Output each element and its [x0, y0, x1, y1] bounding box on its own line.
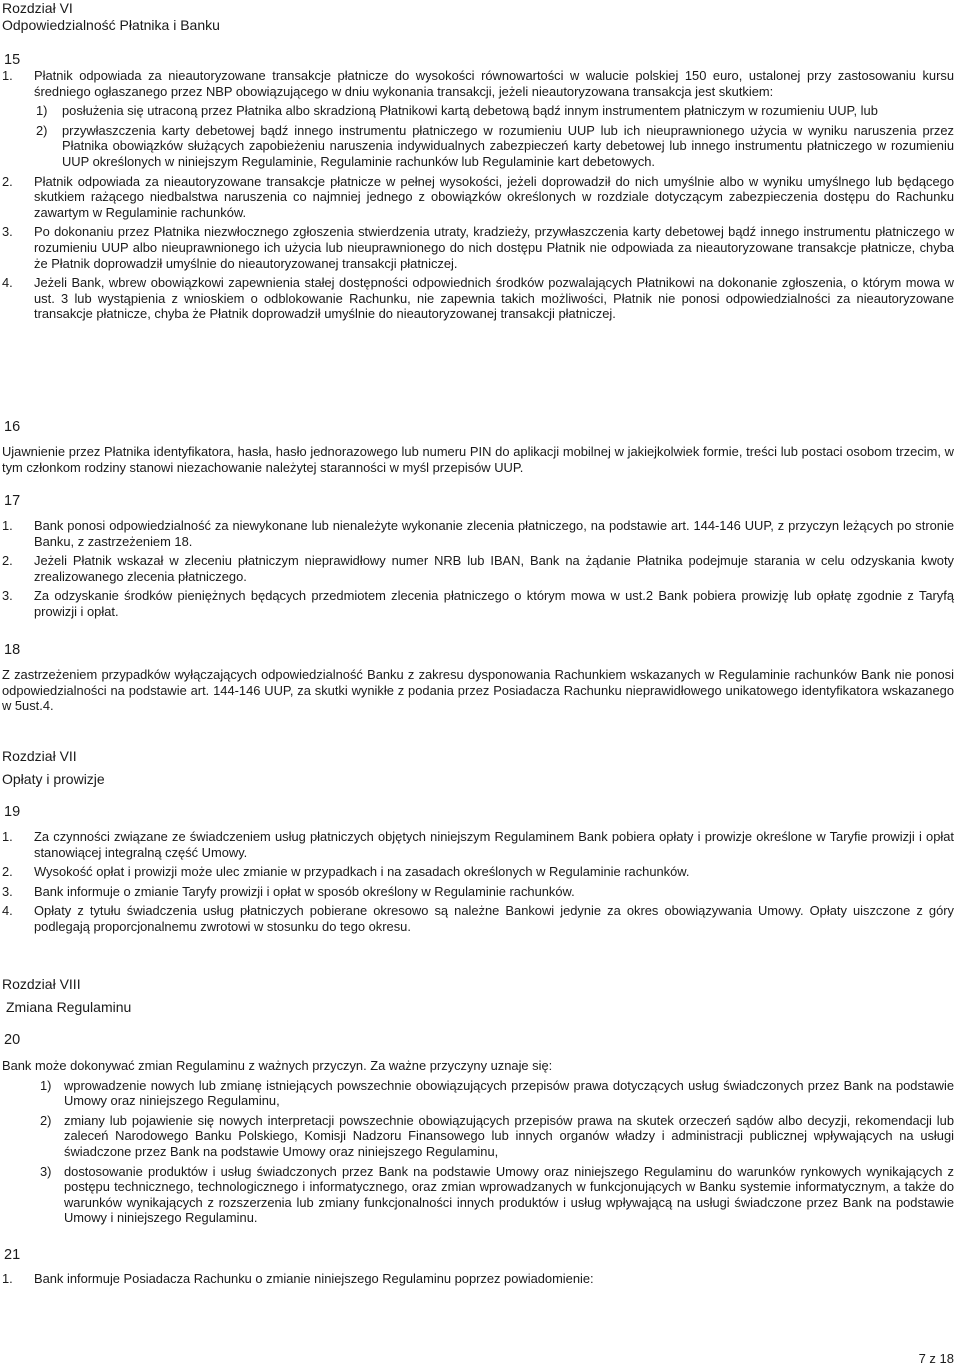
- list-item: 3. Za odzyskanie środków pieniężnych będących przedmiotem zlecenia płatniczego o którym mowa w ust.2 Bank pobiera prowizję lub opłatę zgodnie z Taryfą prowizji i opłat.: [2, 588, 954, 619]
- list-item: 3) dostosowanie produktów i usług świadczonych przez Bank na podstawie Umowy oraz niniejszego Regulaminu do warunków rynkowych wynikających z postępu technicznego, technologicznego i informatycznego, oraz zmian wprowadzanych w funkcjonujących w Banku systemie informatycznym, a także do warunków wynikających z rozszerzenia lub zmiany funkcjonalności innych produktów i usług wpływającą na usługi świadczone przez Bank na podstawie Umowy i niniejszego Regulaminu.: [40, 1163, 954, 1226]
- section-intro: Bank może dokonywać zmian Regulaminu z ważnych przyczyn. Za ważne przyczyny uznaje się:: [2, 1058, 553, 1073]
- section-mark-19: 19: [4, 804, 21, 820]
- chapter-6-heading: [2, 0, 954, 34]
- chapter-7-heading: [2, 748, 954, 788]
- list-item: 2) zmiany lub pojawienie się nowych interpretacji powszechnie obowiązujących przepisów prawa na skutek orzeczeń sądów albo decyzji, rekomendacji lub zaleceń Narodowego Banku Polskiego, Komisji Nadzoru Finansowego lub innych organów władzy i administracji publicznej wpływających na usługi świadczone przez Bank na podstawie Umowy oraz niniejszego Regulaminu,: [40, 1112, 954, 1159]
- chapter-8-heading: [2, 976, 954, 1016]
- section-mark-18: 18: [4, 642, 21, 658]
- section-19-body: [2, 829, 954, 939]
- section-mark-21: 21: [4, 1247, 21, 1263]
- section-mark-20: 20: [4, 1032, 21, 1048]
- chapter-label: Rozdział VII: [2, 748, 77, 764]
- section-mark-16: 16: [4, 419, 21, 435]
- chapter-title: Odpowiedzialność Płatnika i Banku: [2, 17, 220, 33]
- page-number: 7 z 18: [918, 1351, 954, 1366]
- list-item: 1. Za czynności związane ze świadczeniem usług płatniczych objętych niniejszym Regulaminem Bank pobiera opłaty i prowizje określone w Taryfie prowizji i opłat stanowiącej integralną część Umowy.: [2, 829, 954, 860]
- list-item: 2) przywłaszczenia karty debetowej bądź innego instrumentu płatniczego w rozumieniu UUP lub ich nieuprawnionego użycia w wyniku naruszenia przez Płatnika obowiązków służących zapobieżeniu naruszenia indywidualnych zabezpieczeń karty debetowej lub innego instrumentu płatniczego w rozumieniu UUP określonych w niniejszym Regulaminie, Regulaminie rachunków lub Regulaminie kart debetowych.: [36, 122, 954, 169]
- list-item: 4. Opłaty z tytułu świadczenia usług płatniczych pobierane okresowo są należne Bankowi jedynie za okres obowiązywania Umowy. Opłaty uiszczone z góry podlegają proporcjonalnemu zwrotowi w stosunku do tego okresu.: [2, 903, 954, 934]
- section-16-body: Ujawnienie przez Płatnika identyfikatora, hasła, hasło jednorazowego lub numeru PIN do aplikacji mobilnej w jakiejkolwiek formie, treści lub postaci osobom trzecim, w tym członkom rodziny stanowi niezachowanie należytej staranności w myśl przepisów UUP.: [2, 444, 954, 475]
- section-mark-17: 17: [4, 493, 21, 509]
- list-item: 1. Bank informuje Posiadacza Rachunku o zmianie niniejszego Regulaminu poprzez powiadomienie:: [2, 1271, 594, 1286]
- chapter-label: Rozdział VIII: [2, 976, 81, 992]
- section-21-body: [2, 1271, 954, 1291]
- chapter-title: Opłaty i prowizje: [2, 771, 105, 787]
- chapter-title: Zmiana Regulaminu: [6, 999, 132, 1015]
- list-item: 1) wprowadzenie nowych lub zmianę istniejących powszechnie obowiązujących przepisów prawa dotyczących usług świadczonych przez Bank na podstawie Umowy oraz niniejszego Regulaminu,: [40, 1077, 954, 1109]
- list-item: 2. Wysokość opłat i prowizji może ulec zmianie w przypadkach i na zasadach określonych w Regulaminie rachunków.: [2, 864, 690, 880]
- list-item: 2. Płatnik odpowiada za nieautoryzowane transakcje płatnicze w pełnej wysokości, jeżeli doprowadził do nich umyślnie albo w wyniku umyślnego lub będącego skutkiem rażącego niedbalstwa naruszenia co najmniej jednego z obowiązków określonych w rozdziale dotyczącym zabezpieczenia dostępu do Rachunku zawartym w Regulaminie rachunków.: [2, 173, 954, 220]
- list-item: 4. Jeżeli Bank, wbrew obowiązkowi zapewnienia stałej dostępności odpowiednich środków pozwalających Płatnikowi na dokonanie zgłoszenia, o którym mowa w ust. 3 lub wystąpienia z wnioskiem o odblokowanie Rachunku, nie zapewnia takich możliwości, Płatnik nie ponosi odpowiedzialności za nieautoryzowane transakcje płatnicze, chyba że Płatnik doprowadził umyślnie do nieautoryzowanej transakcji płatniczej.: [2, 275, 954, 322]
- section-mark-15: 15: [4, 52, 21, 68]
- list-item: 3. Po dokonaniu przez Płatnika niezwłocznego zgłoszenia stwierdzenia utraty, kradzieży, przywłaszczenia karty debetowej bądź innego instrumentu płatniczego w rozumieniu UUP albo nieuprawnionego ich użycia lub nieuprawnionego do nich dostępu Płatnik nie odpowiada za nieautoryzowane transakcje płatnicze, chyba że Płatnik doprowadził umyślnie do nieautoryzowanej transakcji płatniczej.: [2, 224, 954, 271]
- list-item: 3. Bank informuje o zmianie Taryfy prowizji i opłat w sposób określony w Regulaminie rachunków.: [2, 883, 575, 899]
- section-17-body: [2, 518, 954, 624]
- chapter-label: Rozdział VI: [2, 0, 73, 16]
- list-item: 1) posłużenia się utraconą przez Płatnika albo skradzioną Płatnikowi kartą debetową bądź innym instrumentem płatniczym w rozumieniu UUP, lub: [36, 103, 878, 119]
- section-18-body: Z zastrzeżeniem przypadków wyłączających odpowiedzialność Banku z zakresu dysponowania Rachunkiem wskazanych w Regulaminie rachunków Bank nie ponosi odpowiedzialności na podstawie art. 144-146 UUP, za skutki wynikłe z podania przez Posiadacza Rachunku nieprawidłowego unikatowego identyfikatora wskazanego w 5ust.4.: [2, 667, 954, 714]
- list-item: 1. Bank ponosi odpowiedzialność za niewykonane lub nienależyte wykonanie zlecenia płatniczego, na podstawie art. 144-146 UUP, z przyczyn leżących po stronie Banku, z zastrzeżeniem 18.: [2, 518, 954, 549]
- list-item: 2. Jeżeli Płatnik wskazał w zleceniu płatniczym nieprawidłowy numer NRB lub IBAN, Bank na żądanie Płatnika podejmuje starania w celu odzyskania kwoty zrealizowanego zlecenia płatniczego.: [2, 553, 954, 584]
- section-20-body: [2, 1058, 954, 1230]
- list-item: 1. Płatnik odpowiada za nieautoryzowane transakcje płatnicze do wysokości równowartości w walucie polskiej 150 euro, ustalonej przy zastosowaniu kursu średniego ogłaszanego przez NBP obowiązującego w dniu wykonania transakcji, jeżeli nieautoryzowana transakcja jest skutkiem:: [2, 68, 954, 99]
- section-15-body: [2, 68, 954, 326]
